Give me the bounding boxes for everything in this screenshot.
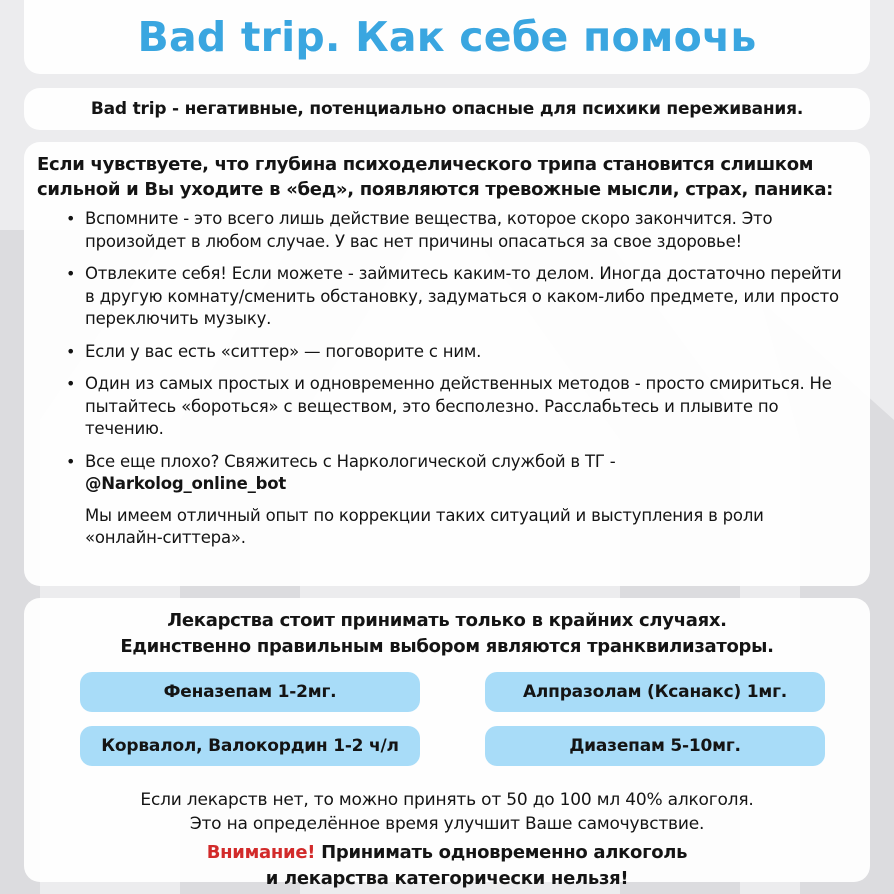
tips-intro [37,152,858,202]
medication-pills [24,672,870,782]
bullet-icon: • [66,209,76,228]
medications-card [24,598,870,889]
contact-text: Все еще плохо? Свяжитесь с Наркологической службой в ТГ - [85,451,616,471]
sitter-note: Мы имеем отличный опыт по коррекции таких ситуаций и выступления в роли «онлайн-ситтера». [85,505,764,547]
pill-alprazolam: Алпразолам (Ксанакс) 1мг. [485,672,825,712]
definition-card [24,88,870,130]
definition-text: Bad trip - негативные, потенциально опасные для психики переживания. [90,99,804,119]
warning-text: Внимание! Принимать одновременно алкоголь и лекарства категорически нельзя! [206,842,688,889]
page-title: Bad trip. Как себе помочь [137,13,757,61]
tip-item-contact [37,451,858,550]
tips-intro-line-1: Если чувствуете, что глубина психоделического трипа становится слишком [37,154,814,175]
pill-phenazepam: Феназепам 1-2мг. [80,672,420,712]
tips-list [37,208,858,550]
tips-card [24,142,870,586]
medications-heading: Лекарства стоит принимать только в крайних случаях. Единственно правильным выбором являются транквилизаторы. [120,610,774,657]
tips-intro-line-2: сильной и Вы уходите в «бед», появляются тревожные мысли, страх, паника: [37,179,834,200]
title-card [24,0,870,74]
tip-item: • Один из самых простых и одновременно действенных методов - просто смириться. Не пытайтесь «бороться» с веществом, это бесполезно. Расслабьтесь и плывите по течению. [66,374,832,438]
bullet-icon: • [66,374,76,393]
tip-item: • Если у вас есть «ситтер» — поговорите с ним. [37,341,858,364]
bullet-icon: • [66,451,76,471]
pill-diazepam: Диазепам 5-10мг. [485,726,825,766]
bullet-icon: • [66,264,76,283]
tip-item: • Отвлеките себя! Если можете - займитесь каким-то делом. Иногда достаточно перейти в другую комнату/сменить обстановку, задуматься о каком-либо предмете, или просто переключить музыку. [66,264,842,328]
bullet-icon: • [66,341,76,361]
alcohol-note: Если лекарств нет, то можно принять от 50 до 100 мл 40% алкоголя. Это на определённое время улучшит Ваше самочувствие. [140,790,754,834]
bot-handle-link[interactable]: @Narkolog_online_bot [85,474,287,493]
pill-corvalol: Корвалол, Валокордин 1-2 ч/л [80,726,420,766]
warning-label: Внимание! [206,842,316,863]
tip-item: • Вспомните - это всего лишь действие вещества, которое скоро закончится. Это произойдет в любом случае. У вас нет причины опасаться за свое здоровье! [66,209,773,251]
